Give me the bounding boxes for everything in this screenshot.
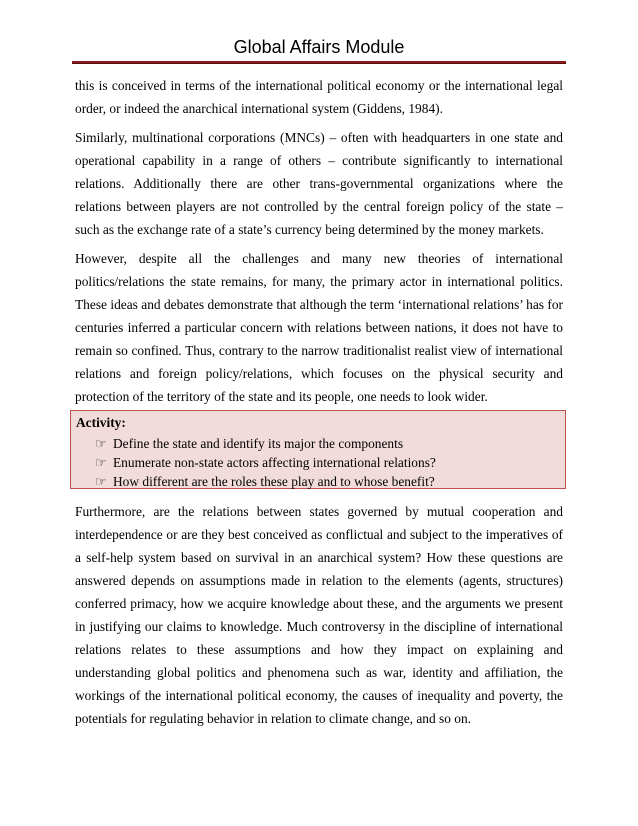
paragraph-2: Similarly, multinational corporations (MNCs) – often with headquarters in one state and operational capability in a range of others – contribute significantly to international relations. Additionally there are other trans-governmental organizations where the relations between players are not controlled by the central foreign policy of the state – such as the exchange rate of a state’s currency being determined by the money markets.	[75, 130, 563, 237]
paragraph-3: However, despite all the challenges and many new theories of international politics/relations the state remains, for many, the primary actor in international politics. These ideas and debates demonstrate that although the term ‘international relations’ has for centuries inferred a particular concern with relations between nations, it does not have to remain so confined. Thus, contrary to the narrow traditionalist realist view of international relations and foreign policy/relations, which focuses on the physical security and protection of the territory of the state and its people, one needs to look wider.	[75, 251, 563, 404]
page-header-title: Global Affairs Module	[233, 37, 405, 57]
paragraph-4: Furthermore, are the relations between states governed by mutual cooperation and interdependence or are they best conceived as conflictual and subject to the imperatives of a self-help system based on survival in an anarchical system? How these questions are answered depends on assumptions made in relation to the elements (agents, structures) conferred primacy, how we acquire knowledge about these, and the arguments we present in justifying our claims to knowledge. Much controversy in the discipline of international relations relates to these assumptions and how they impact on explaining and understanding global politics and phenomena such as war, identity and affiliation, the workings of the international political economy, the causes of inequality and poverty, the potentials for regulating behavior in relation to climate change, and so on.	[75, 504, 563, 726]
pointing-hand-icon: ☞	[95, 436, 107, 451]
activity-item	[95, 472, 436, 491]
activity-title: Activity:	[76, 415, 126, 430]
activity-item	[95, 453, 436, 472]
pointing-hand-icon: ☞	[95, 474, 107, 489]
activity-item-text: Enumerate non-state actors affecting international relations?	[113, 455, 436, 470]
activity-item-text: Define the state and identify its major the components	[113, 436, 404, 451]
activity-item-text: How different are the roles these play and to whose benefit?	[113, 474, 435, 489]
activity-item	[95, 434, 436, 453]
pointing-hand-icon: ☞	[95, 455, 107, 470]
paragraph-1: this is conceived in terms of the international political economy or the international legal order, or indeed the anarchical international system (Giddens, 1984).	[75, 78, 563, 116]
activity-list	[95, 434, 436, 491]
header-rule	[72, 61, 566, 64]
activity-box	[70, 410, 566, 489]
